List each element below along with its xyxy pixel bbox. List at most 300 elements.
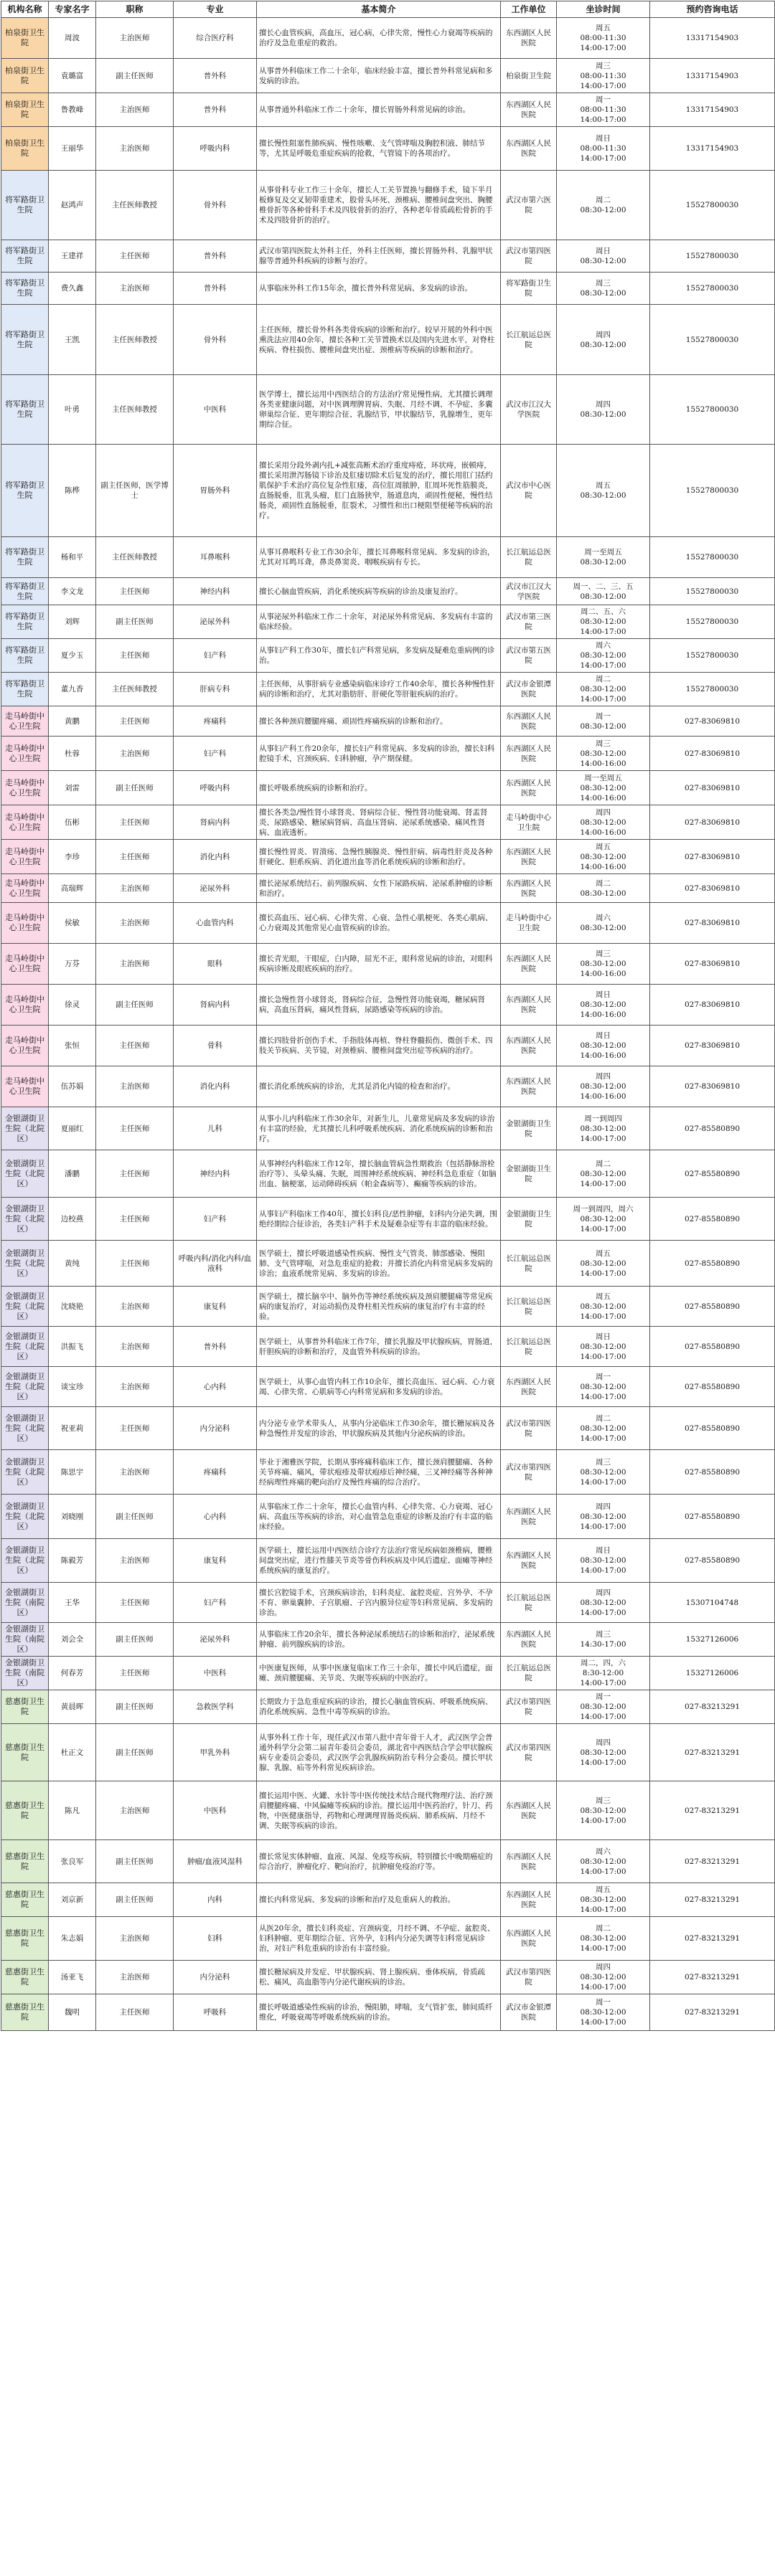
phone-cell: 15527800030 — [650, 673, 775, 706]
intro-cell: 擅长常见实体肿瘤、血液、风湿、免疫等疾病，特别擅长中晚期癌症的综合治疗，肿瘤化疗、靶向治疗，抗肿瘤免疫治疗等。 — [257, 1840, 501, 1883]
specialty-cell: 肾病内科 — [174, 985, 257, 1026]
title-cell: 主治医师 — [96, 874, 174, 903]
table-row — [1, 737, 775, 771]
title-cell: 副主任医师 — [96, 1495, 174, 1539]
expert-name-cell: 徐灵 — [49, 985, 96, 1026]
schedule-cell: 周一至周五 08:30-12:00 — [557, 537, 650, 578]
work-unit-cell: 东西湖区人民医院 — [501, 1883, 557, 1917]
org-name-cell: 慈惠街卫生院 — [1, 1961, 49, 1994]
table-row — [1, 840, 775, 874]
org-name-cell: 走马岭街中心卫生院 — [1, 771, 49, 805]
expert-name-cell: 夏少玉 — [49, 639, 96, 673]
title-cell: 主治医师 — [96, 1327, 174, 1367]
specialty-cell: 甲乳外科 — [174, 1724, 257, 1781]
specialty-cell: 妇产科 — [174, 737, 257, 771]
schedule-cell: 周五 08:30-12:00 14:00-17:00 — [557, 1287, 650, 1327]
schedule-cell: 周二 08:30-12:00 14:00-17:00 — [557, 1407, 650, 1450]
org-name-cell: 柏泉街卫生院 — [1, 93, 49, 127]
org-name-cell: 金银湖街卫生院（北院区） — [1, 1107, 49, 1150]
expert-schedule-table — [1, 1, 775, 2031]
specialty-cell: 骨科 — [174, 1026, 257, 1066]
org-name-cell: 金银湖街卫生院（北院区） — [1, 1367, 49, 1407]
intro-cell: 内分泌专业学术带头人，从事内分泌临床工作30余年，擅长糖尿病及各种急慢性并发症的诊治，甲状腺疾病及其他内分泌疾病的诊治。 — [257, 1407, 501, 1450]
expert-name-cell: 杨和平 — [49, 537, 96, 578]
specialty-cell: 疼痛科 — [174, 1450, 257, 1495]
title-cell: 副主任医师 — [96, 1623, 174, 1657]
phone-cell: 15527800030 — [650, 605, 775, 639]
table-row — [1, 1327, 775, 1367]
org-name-cell: 将军路街卫生院 — [1, 240, 49, 273]
table-row — [1, 171, 775, 240]
phone-cell: 15307104748 — [650, 1583, 775, 1623]
specialty-cell: 妇科 — [174, 1917, 257, 1961]
work-unit-cell: 东西湖区人民医院 — [501, 706, 557, 737]
table-row — [1, 1539, 775, 1583]
intro-cell: 医学硕士，从事普外科临床工作7年，擅长乳腺及甲状腺疾病，胃肠道，肝胆疾病的诊断和治疗，及血管外科疾病的诊治。 — [257, 1327, 501, 1367]
table-row — [1, 1657, 775, 1690]
specialty-cell: 内分泌科 — [174, 1961, 257, 1994]
expert-name-cell: 刘京新 — [49, 1883, 96, 1917]
phone-cell: 15527800030 — [650, 273, 775, 305]
work-unit-cell: 武汉市江汉大学医院 — [501, 578, 557, 605]
work-unit-cell: 武汉市第四医院 — [501, 1407, 557, 1450]
expert-name-cell: 潘鹏 — [49, 1150, 96, 1198]
schedule-cell: 周二 08:30-12:00 14:00-17:00 — [557, 1150, 650, 1198]
schedule-cell: 周日 08:00-11:30 14:00-17:00 — [557, 127, 650, 171]
intro-cell: 从事临床工作20余年，擅长各种泌尿系统结石的诊断和治疗，泌尿系统肿瘤、前列腺疾病的诊治。 — [257, 1623, 501, 1657]
specialty-cell: 泌尿外科 — [174, 605, 257, 639]
table-row — [1, 1623, 775, 1657]
table-row — [1, 59, 775, 93]
expert-name-cell: 董九香 — [49, 673, 96, 706]
phone-cell: 027-85580890 — [650, 1495, 775, 1539]
org-name-cell: 金银湖街卫生院（北院区） — [1, 1450, 49, 1495]
schedule-cell: 周六 08:30-12:00 14:00-17:00 — [557, 1840, 650, 1883]
work-unit-cell: 武汉市金银潭医院 — [501, 1994, 557, 2031]
org-name-cell: 将军路街卫生院 — [1, 673, 49, 706]
title-cell: 主治医师 — [96, 1367, 174, 1407]
schedule-cell: 周一 08:30-12:00 14:00-17:00 — [557, 1367, 650, 1407]
work-unit-cell: 武汉市第三医院 — [501, 605, 557, 639]
org-name-cell: 走马岭街中心卫生院 — [1, 874, 49, 903]
intro-cell: 医学硕士，从事心血管内科工作10余年，擅长高血压、冠心病、心力衰竭、心律失常、心肌病等心内科常见病和多发病的诊治。 — [257, 1367, 501, 1407]
phone-cell: 15327126006 — [650, 1623, 775, 1657]
specialty-cell: 呼吸内科 — [174, 127, 257, 171]
intro-cell: 从医20年余，擅长妇科炎症、宫颈病变，月经不调、不孕症、盆腔炎、妇科肿瘤、更年期综合征、宫外孕，妇科内分泌失调等妇科常见病诊治，对妇产科危重病的诊治有丰富经验。 — [257, 1917, 501, 1961]
intro-cell: 从事耳鼻喉科专业工作30余年，擅长耳鼻喉科常见病、多发病的诊治，尤其对耳鸣耳聋，鼻炎鼻窦炎、咽喉疾病有专长。 — [257, 537, 501, 578]
column-header: 专业 — [174, 1, 257, 18]
intro-cell: 擅长呼吸系统疾病的诊断和治疗。 — [257, 771, 501, 805]
title-cell: 主任医师 — [96, 805, 174, 840]
org-name-cell: 金银湖街卫生院（北院区） — [1, 1287, 49, 1327]
org-name-cell: 走马岭街中心卫生院 — [1, 737, 49, 771]
work-unit-cell: 东西湖区人民医院 — [501, 127, 557, 171]
expert-name-cell: 张良军 — [49, 1840, 96, 1883]
schedule-cell: 周五 08:00-11:30 14:00-17:00 — [557, 18, 650, 59]
schedule-cell: 周四 08:30-12:00 14:00-17:00 — [557, 1961, 650, 1994]
org-name-cell: 将军路街卫生院 — [1, 605, 49, 639]
org-name-cell: 柏泉街卫生院 — [1, 127, 49, 171]
expert-name-cell: 陈毅芳 — [49, 1539, 96, 1583]
phone-cell: 15527800030 — [650, 171, 775, 240]
schedule-cell: 周一 08:30-12:00 — [557, 706, 650, 737]
intro-cell: 擅长心血管疾病，高血压，冠心病，心律失常，慢性心力衰竭等疾病的治疗及急危重症的救治。 — [257, 18, 501, 59]
specialty-cell: 肾病内科 — [174, 805, 257, 840]
title-cell: 主任医师教授 — [96, 305, 174, 375]
title-cell: 副主任医师 — [96, 1724, 174, 1781]
phone-cell: 027-83069810 — [650, 706, 775, 737]
schedule-cell: 周二 08:30-12:00 — [557, 171, 650, 240]
org-name-cell: 将军路街卫生院 — [1, 171, 49, 240]
work-unit-cell: 东西湖区人民医院 — [501, 944, 557, 985]
phone-cell: 15527800030 — [650, 445, 775, 537]
org-name-cell: 将军路街卫生院 — [1, 305, 49, 375]
phone-cell: 027-85580890 — [650, 1407, 775, 1450]
expert-name-cell: 叶勇 — [49, 375, 96, 445]
table-row — [1, 240, 775, 273]
expert-name-cell: 王丽华 — [49, 127, 96, 171]
schedule-cell: 周四 08:30-12:00 14:00-17:00 — [557, 1583, 650, 1623]
intro-cell: 从事普外科临床工作二十余年，临床经验丰富，擅长普外科常见病和多发病的诊治。 — [257, 59, 501, 93]
schedule-cell: 周三 08:30-12:00 14:00-17:00 — [557, 1781, 650, 1840]
phone-cell: 027-85580890 — [650, 1287, 775, 1327]
specialty-cell: 心血管内科 — [174, 903, 257, 944]
table-row — [1, 1724, 775, 1781]
table-row — [1, 706, 775, 737]
work-unit-cell: 东西湖区人民医院 — [501, 1917, 557, 1961]
phone-cell: 027-83213291 — [650, 1994, 775, 2031]
specialty-cell: 消化内科 — [174, 840, 257, 874]
expert-name-cell: 袁璐富 — [49, 59, 96, 93]
table-row — [1, 771, 775, 805]
expert-name-cell: 杜正文 — [49, 1724, 96, 1781]
column-header: 机构名称 — [1, 1, 49, 18]
title-cell: 副主任医师，医学博士 — [96, 445, 174, 537]
expert-name-cell: 伍苏娟 — [49, 1066, 96, 1107]
work-unit-cell: 东西湖区人民医院 — [501, 93, 557, 127]
phone-cell: 027-85580890 — [650, 1241, 775, 1287]
phone-cell: 027-85580890 — [650, 1450, 775, 1495]
phone-cell: 027-83213291 — [650, 1781, 775, 1840]
org-name-cell: 慈惠街卫生院 — [1, 1724, 49, 1781]
work-unit-cell: 金银湖街卫生院 — [501, 1150, 557, 1198]
table-row — [1, 1883, 775, 1917]
schedule-cell: 周二 08:30-12:00 14:00-17:00 — [557, 1917, 650, 1961]
org-name-cell: 金银湖街卫生院（北院区） — [1, 1495, 49, 1539]
schedule-cell: 周日 08:30-12:00 — [557, 240, 650, 273]
phone-cell: 027-83069810 — [650, 874, 775, 903]
work-unit-cell: 长江航运总医院 — [501, 537, 557, 578]
phone-cell: 027-83213291 — [650, 1690, 775, 1724]
org-name-cell: 将军路街卫生院 — [1, 578, 49, 605]
table-row — [1, 1781, 775, 1840]
title-cell: 副主任医师 — [96, 771, 174, 805]
work-unit-cell: 武汉市中心医院 — [501, 445, 557, 537]
title-cell: 副主任医师 — [96, 1690, 174, 1724]
table-row — [1, 944, 775, 985]
specialty-cell: 康复科 — [174, 1539, 257, 1583]
specialty-cell: 儿科 — [174, 1107, 257, 1150]
title-cell: 副主任医师 — [96, 605, 174, 639]
org-name-cell: 将军路街卫生院 — [1, 273, 49, 305]
org-name-cell: 金银湖街卫生院（北院区） — [1, 1198, 49, 1241]
intro-cell: 从事外科工作十年，现任武汉市第八批中青年骨干人才，武汉医学会普通外科学分会第二届青年委员会委员，湖北省中西医结合学会甲状腺疾病专业委员会委员，武汉医学会乳腺疾病防治专科分会委员。擅长甲状腺、乳腺、疝等外科常见疾病诊治。 — [257, 1724, 501, 1781]
org-name-cell: 走马岭街中心卫生院 — [1, 985, 49, 1026]
work-unit-cell: 东西湖区人民医院 — [501, 18, 557, 59]
expert-name-cell: 李文龙 — [49, 578, 96, 605]
title-cell: 主任医师 — [96, 706, 174, 737]
phone-cell: 027-83069810 — [650, 1066, 775, 1107]
intro-cell: 擅长慢性阻塞性肺疾病、慢性咳嗽、支气管哮喘及胸腔积液、肺结节等，尤其是呼吸危重症疾病的抢救，气管镜下的各项治疗。 — [257, 127, 501, 171]
expert-name-cell: 周波 — [49, 18, 96, 59]
org-name-cell: 走马岭街中心卫生院 — [1, 944, 49, 985]
schedule-cell: 周日 08:30-12:00 14:00-16:00 — [557, 1026, 650, 1066]
table-row — [1, 1450, 775, 1495]
work-unit-cell: 武汉市江汉大学医院 — [501, 375, 557, 445]
intro-cell: 从事普通外科临床工作二十余年，擅长胃肠外科常见病的诊治。 — [257, 93, 501, 127]
expert-name-cell: 鲁教峰 — [49, 93, 96, 127]
specialty-cell: 消化内科 — [174, 1066, 257, 1107]
specialty-cell: 泌尿外科 — [174, 1623, 257, 1657]
phone-cell: 15527800030 — [650, 375, 775, 445]
schedule-cell: 周三 14:30-17:00 — [557, 1623, 650, 1657]
work-unit-cell: 东西湖区人民医院 — [501, 771, 557, 805]
table-row — [1, 1198, 775, 1241]
table-body — [1, 18, 775, 2031]
intro-cell: 擅长运用中医、火罐、水针等中医传统技术结合现代物理疗法、治疗颈肩腰腿疼痛、中风偏瘫等疾病的诊治。擅长运用中医药治疗，针刀、药物，中医健康指导，药物和心理调理胃肠炎疾病、肺系疾病、月经不调、失眠等疾病的诊治。 — [257, 1781, 501, 1840]
work-unit-cell: 武汉市第四医院 — [501, 1961, 557, 1994]
expert-name-cell: 王华 — [49, 1583, 96, 1623]
specialty-cell: 呼吸内科 — [174, 771, 257, 805]
phone-cell: 13317154903 — [650, 18, 775, 59]
expert-name-cell: 黄晨晖 — [49, 1690, 96, 1724]
specialty-cell: 骨外科 — [174, 305, 257, 375]
phone-cell: 027-83213291 — [650, 1840, 775, 1883]
org-name-cell: 金银湖街卫生院（北院区） — [1, 1150, 49, 1198]
title-cell: 主治医师 — [96, 903, 174, 944]
intro-cell: 擅长心脑血管疾病，消化系统疾病等疾病的诊治及康复治疗。 — [257, 578, 501, 605]
specialty-cell: 心内科 — [174, 1495, 257, 1539]
schedule-cell: 周四 08:30-12:00 14:00-17:00 — [557, 1495, 650, 1539]
schedule-cell: 周日 08:30-12:00 14:00-16:00 — [557, 985, 650, 1026]
expert-name-cell: 陈桦 — [49, 445, 96, 537]
title-cell: 主任医师教授 — [96, 171, 174, 240]
org-name-cell: 走马岭街中心卫生院 — [1, 903, 49, 944]
intro-cell: 擅长慢性胃炎、胃溃疡、急慢性胰腺炎、慢性肝病、病毒性肝炎及各种肝硬化、胆系疾病、消化道出血等消化系统疾病的诊断和治疗。 — [257, 840, 501, 874]
table-row — [1, 805, 775, 840]
intro-cell: 中医康复医师，从事中医康复临床工作三十余年，擅长中风后遗症，面瘫、颈肩腰腿痛、关节炎、失眠等疾病的中医治疗。 — [257, 1657, 501, 1690]
org-name-cell: 柏泉街卫生院 — [1, 59, 49, 93]
expert-name-cell: 高瑞辉 — [49, 874, 96, 903]
work-unit-cell: 东西湖区人民医院 — [501, 985, 557, 1026]
schedule-cell: 周五 08:30-12:00 14:00-17:00 — [557, 1241, 650, 1287]
org-name-cell: 柏泉街卫生院 — [1, 18, 49, 59]
specialty-cell: 神经内科 — [174, 1150, 257, 1198]
phone-cell: 15527800030 — [650, 240, 775, 273]
phone-cell: 027-85580890 — [650, 1367, 775, 1407]
phone-cell: 13317154903 — [650, 93, 775, 127]
schedule-cell: 周日 08:30-12:00 14:00-17:00 — [557, 1327, 650, 1367]
intro-cell: 擅长糖尿病及并发症、甲状腺疾病、肾上腺疾病、垂体疾病，骨质疏松、痛风，高血脂等内分泌代谢疾病的诊治。 — [257, 1961, 501, 1994]
expert-name-cell: 沈晓艳 — [49, 1287, 96, 1327]
org-name-cell: 走马岭街中心卫生院 — [1, 805, 49, 840]
intro-cell: 医学硕士，擅长脑卒中、脑外伤等神经系统疾病及颈肩腰腿痛等常见疾病的康复治疗，对运动损伤及脊柱相关性疾病的康复治疗有丰富的经验。 — [257, 1287, 501, 1327]
work-unit-cell: 长江航运总医院 — [501, 1327, 557, 1367]
schedule-cell: 周一 08:30-12:00 14:00-17:00 — [557, 1690, 650, 1724]
intro-cell: 从事妇产科工作30年，擅长妇产科常见病，多发病及疑难危重病例的诊治。 — [257, 639, 501, 673]
work-unit-cell: 东西湖区人民医院 — [501, 1539, 557, 1583]
org-name-cell: 将军路街卫生院 — [1, 537, 49, 578]
work-unit-cell: 东西湖区人民医院 — [501, 1026, 557, 1066]
org-name-cell: 慈惠街卫生院 — [1, 1917, 49, 1961]
org-name-cell: 金银湖街卫生院（北院区） — [1, 1327, 49, 1367]
work-unit-cell: 长江航运总医院 — [501, 305, 557, 375]
title-cell: 主任医师 — [96, 578, 174, 605]
schedule-cell: 周日 08:30-12:00 14:00-17:00 — [557, 1539, 650, 1583]
schedule-cell: 周四 08:30-12:00 14:00-16:00 — [557, 1066, 650, 1107]
phone-cell: 15527800030 — [650, 537, 775, 578]
table-header-row — [1, 1, 775, 18]
table-row — [1, 445, 775, 537]
table-row — [1, 673, 775, 706]
specialty-cell: 肝病专科 — [174, 673, 257, 706]
specialty-cell: 内分泌科 — [174, 1407, 257, 1450]
specialty-cell: 综合医疗科 — [174, 18, 257, 59]
work-unit-cell: 将军路街卫生院 — [501, 273, 557, 305]
phone-cell: 15327126006 — [650, 1657, 775, 1690]
column-header: 专家名字 — [49, 1, 96, 18]
expert-name-cell: 李珍 — [49, 840, 96, 874]
org-name-cell: 走马岭街中心卫生院 — [1, 1066, 49, 1107]
org-name-cell: 将军路街卫生院 — [1, 639, 49, 673]
phone-cell: 027-83069810 — [650, 1026, 775, 1066]
title-cell: 主任医师 — [96, 1150, 174, 1198]
work-unit-cell: 武汉市第五医院 — [501, 639, 557, 673]
schedule-cell: 周五 08:30-12:00 14:00-17:00 — [557, 1883, 650, 1917]
expert-name-cell: 刘雷 — [49, 771, 96, 805]
schedule-cell: 周三 08:30-12:00 14:00-16:00 — [557, 737, 650, 771]
intro-cell: 擅长呼吸道感染性疾病的诊治，慢阻肺，哮喘，支气管扩张，肺间质纤维化，呼吸衰竭等呼吸系统疾病的诊治。 — [257, 1994, 501, 2031]
table-row — [1, 1407, 775, 1450]
intro-cell: 长期致力于急危重症疾病的诊治，擅长心脑血管疾病、呼吸系统疾病、消化系统疾病、急性中毒等疾病的诊治。 — [257, 1690, 501, 1724]
schedule-cell: 周三 08:30-12:00 — [557, 273, 650, 305]
title-cell: 主治医师 — [96, 1287, 174, 1327]
schedule-cell: 周三 08:00-11:30 14:00-17:00 — [557, 59, 650, 93]
work-unit-cell: 东西湖区人民医院 — [501, 1623, 557, 1657]
expert-name-cell: 黄鹏 — [49, 706, 96, 737]
specialty-cell: 中医科 — [174, 375, 257, 445]
phone-cell: 027-83069810 — [650, 771, 775, 805]
schedule-cell: 周一 08:00-11:30 14:00-17:00 — [557, 93, 650, 127]
expert-name-cell: 张恒 — [49, 1026, 96, 1066]
phone-cell: 027-83069810 — [650, 944, 775, 985]
intro-cell: 医学博士，擅长运用中西医结合的方法治疗常见慢性病，尤其擅长调理各类亚健康问题，对中医调理脾胃病、失眠、月经不调、不孕症、多囊卵巢综合征、更年期综合征、乳腺结节，甲状腺结节，乳腺增生，更年期综合征。 — [257, 375, 501, 445]
title-cell: 主治医师 — [96, 1066, 174, 1107]
phone-cell: 027-85580890 — [650, 1198, 775, 1241]
intro-cell: 从事临床工作二十余年，擅长心血管内科、心律失常、心力衰竭、冠心病、高血压等疾病的诊治，对心血管急危重症的诊断及治疗有丰富的临床经验。 — [257, 1495, 501, 1539]
org-name-cell: 金银湖街卫生院（北院区） — [1, 1407, 49, 1450]
phone-cell: 027-83213291 — [650, 1917, 775, 1961]
work-unit-cell: 东西湖区人民医院 — [501, 1840, 557, 1883]
table-row — [1, 1241, 775, 1287]
intro-cell: 擅长内科常见病、多发病的诊断和治疗及危重病人的救治。 — [257, 1883, 501, 1917]
table-row — [1, 1066, 775, 1107]
specialty-cell: 普外科 — [174, 59, 257, 93]
work-unit-cell: 柏泉街卫生院 — [501, 59, 557, 93]
title-cell: 副主任医师 — [96, 1883, 174, 1917]
table-row — [1, 1690, 775, 1724]
work-unit-cell: 东西湖区人民医院 — [501, 1495, 557, 1539]
schedule-cell: 周五 08:30-12:00 — [557, 445, 650, 537]
specialty-cell: 耳鼻喉科 — [174, 537, 257, 578]
intro-cell: 擅长青光眼，干眼症，白内障，屈光不正，眼科常见病的诊治，对眼科疾病诊断及眼底疾病的治疗。 — [257, 944, 501, 985]
work-unit-cell: 东西湖区人民医院 — [501, 1367, 557, 1407]
expert-name-cell: 夏丽红 — [49, 1107, 96, 1150]
work-unit-cell: 长江航运总医院 — [501, 1657, 557, 1690]
expert-name-cell: 赵鸿声 — [49, 171, 96, 240]
phone-cell: 027-83069810 — [650, 737, 775, 771]
work-unit-cell: 东西湖区人民医院 — [501, 840, 557, 874]
title-cell: 副主任医师 — [96, 985, 174, 1026]
table-row — [1, 1583, 775, 1623]
org-name-cell: 走马岭街中心卫生院 — [1, 1026, 49, 1066]
title-cell: 主治医师 — [96, 18, 174, 59]
title-cell: 副主任医师 — [96, 59, 174, 93]
phone-cell: 027-83213291 — [650, 1724, 775, 1781]
schedule-cell: 周三 08:30-12:00 14:00-16:00 — [557, 944, 650, 985]
intro-cell: 擅长急慢性肾小球肾炎，肾病综合征，急慢性肾功能衰竭，糖尿病肾病，高血压肾病，痛风性肾病，尿路感染等疾病的诊治。 — [257, 985, 501, 1026]
expert-name-cell: 何春芳 — [49, 1657, 96, 1690]
schedule-cell: 周六 08:30-12:00 — [557, 903, 650, 944]
table-row — [1, 93, 775, 127]
work-unit-cell: 走马岭街中心卫生院 — [501, 903, 557, 944]
specialty-cell: 普外科 — [174, 93, 257, 127]
intro-cell: 医学硕士，擅长呼吸道感染性疾病、慢性支气管炎、肺部感染、慢阻肺、支气管哮喘，对急危重症的抢救；并擅长消化内科常见病多发病的诊治；血液系统常见病、多发病的诊治。 — [257, 1241, 501, 1287]
schedule-cell: 周一 08:30-12:00 14:00-17:00 — [557, 1994, 650, 2031]
intro-cell: 擅长各种颈肩腰腿疼痛、顽固性疼痛疾病的诊断和治疗。 — [257, 706, 501, 737]
phone-cell: 027-83213291 — [650, 1883, 775, 1917]
table-row — [1, 18, 775, 59]
specialty-cell: 急救医学科 — [174, 1690, 257, 1724]
specialty-cell: 中医科 — [174, 1657, 257, 1690]
table-row — [1, 605, 775, 639]
schedule-cell: 周一、二、三、五 08:30-12:00 — [557, 578, 650, 605]
expert-name-cell: 魏明 — [49, 1994, 96, 2031]
intro-cell: 毕业于湘雅医学院，长期从事疼痛科临床工作，擅长颈肩腰腿痛、各种关节疼痛、痛风，带状疱疹及带状疱疹后神经痛，三叉神经痛等各种神经病理性疼痛的靶向治疗及慢性疼痛的综合治疗。 — [257, 1450, 501, 1495]
table-row — [1, 273, 775, 305]
expert-name-cell: 祝亚莉 — [49, 1407, 96, 1450]
table-row — [1, 985, 775, 1026]
expert-name-cell: 陈思宇 — [49, 1450, 96, 1495]
schedule-cell: 周三 08:30-12:00 14:00-17:00 — [557, 1450, 650, 1495]
specialty-cell: 普外科 — [174, 273, 257, 305]
org-name-cell: 金银湖街卫生院（南院区） — [1, 1583, 49, 1623]
phone-cell: 027-83069810 — [650, 985, 775, 1026]
expert-name-cell: 谈宝珍 — [49, 1367, 96, 1407]
title-cell: 主任医师 — [96, 1407, 174, 1450]
phone-cell: 027-85580890 — [650, 1150, 775, 1198]
work-unit-cell: 长江航运总医院 — [501, 1287, 557, 1327]
expert-name-cell: 万芬 — [49, 944, 96, 985]
title-cell: 主任医师教授 — [96, 537, 174, 578]
schedule-cell: 周四 08:30-12:00 14:00-16:00 — [557, 805, 650, 840]
specialty-cell: 康复科 — [174, 1287, 257, 1327]
org-name-cell: 金银湖街卫生院（北院区） — [1, 1539, 49, 1583]
work-unit-cell: 东西湖区人民医院 — [501, 874, 557, 903]
intro-cell: 主任医师，从事肝病专业感染病临床诊疗工作40余年，擅长各种慢性肝病的诊断和治疗，尤其对脂肪肝、肝硬化等肝脏疾病的治疗。 — [257, 673, 501, 706]
column-header: 预约咨询电话 — [650, 1, 775, 18]
work-unit-cell: 长江航运总医院 — [501, 1241, 557, 1287]
